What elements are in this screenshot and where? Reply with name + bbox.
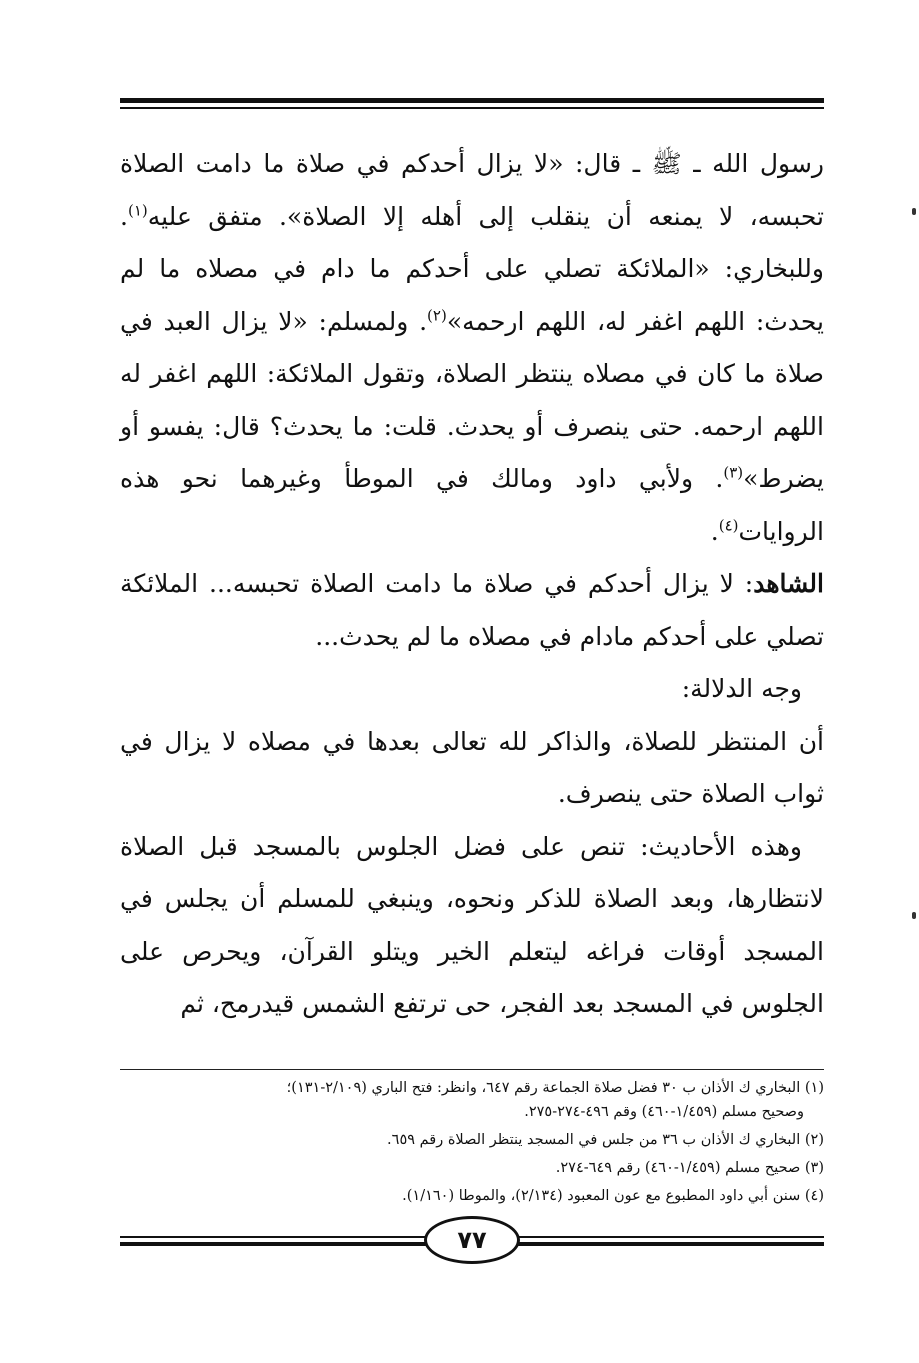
paragraph-evidence [120, 558, 824, 663]
evidence-label: الشاهد [753, 569, 824, 598]
footnote-2: (٢) البخاري ك الأذان ب ٣٦ من جلس في المسجد ينتظر الصلاة رقم ٦٥٩. [387, 1132, 824, 1148]
main-text [120, 138, 824, 1031]
footnote-1: (١) البخاري ك الأذان ب ٣٠ فضل صلاة الجماعة رقم ٦٤٧، وانظر: فتح الباري (٢/١٠٩-١٣١)؛ [286, 1080, 824, 1096]
footnote-separator [120, 1069, 824, 1070]
hadith-text-part-1: رسول الله ـ ﷺ ـ قال: «لا يزال أحدكم في صلاة ما دامت الصلاة تحبسه، لا يمنعه أن ينقلب إلى أهله إلا الصلاة». متفق عليه [120, 149, 824, 231]
hadith-text-part-3: . ولمسلم: «لا يزال العبد في صلاة ما كان في مصلاه ينتظر الصلاة، وتقول الملائكة: اللهم اغفر له اللهم ارحمه. حتى ينصرف أو يحدث. قلت: ما يحدث؟ قال: يفسو أو يضرط» [120, 306, 824, 493]
footnote-ref-1: (١) [127, 201, 148, 220]
hadith-text-part-5: . [710, 516, 719, 546]
footnotes [120, 1076, 824, 1208]
header-rule-thick [120, 98, 824, 103]
footnote-4: (٤) سنن أبي داود المطبوع مع عون المعبود (٢/١٣٤)، والموطا (١/١٦٠). [402, 1188, 824, 1204]
footnote-ref-3: (٣) [723, 463, 744, 482]
footnote-ref-2: (٢) [427, 306, 447, 325]
footnote-3: (٣) صحيح مسلم (١/٤٥٩-٤٦٠) رقم ٦٤٩-٢٧٤. [555, 1160, 824, 1176]
scan-speck [912, 912, 916, 919]
page-number: ٧٧ [424, 1216, 520, 1264]
paragraph-indication-heading: وجه الدلالة: [681, 674, 802, 703]
paragraph-hadith-texts [120, 138, 824, 558]
hadith-text-part-2: . وللبخاري: «الملائكة تصلي على أحدكم ما دام في مصلاه ما لم يحدث: اللهم اغفر له، اللهم ارحمه» [120, 201, 824, 336]
paragraph-commentary: وهذه الأحاديث: تنص على فضل الجلوس بالمسجد قبل الصلاة لانتظارها، وبعد الصلاة للذكر ونحوه، وينبغي للمسلم أن يجلس في المسجد أوقات فراغه ليتعلم الخير ويتلو القرآن، ويحرص على الجلوس في المسجد بعد الفجر، حى ترتفع الشمس قيدرمح، ثم [120, 831, 824, 1018]
scan-speck [912, 208, 916, 215]
header-rule-thin [120, 107, 824, 109]
paragraph-indication: أن المنتظر للصلاة، والذاكر لله تعالى بعدها في مصلاه لا يزال في ثواب الصلاة حتى ينصرف. [120, 726, 824, 808]
footnote-1-continued: وصحيح مسلم (١/٤٥٩-٤٦٠) وقم ٤٩٦-٢٧٤-٢٧٥. [524, 1104, 804, 1120]
footnote-ref-4: (٤) [718, 516, 739, 535]
evidence-text: : لا يزال أحدكم في صلاة ما دامت الصلاة تحبسه... الملائكة تصلي على أحدكم مادام في مصلاه ما لم يحدث... [120, 569, 824, 651]
hadith-text-part-4: . ولأبي داود ومالك في الموطأ وغيرهما نحو هذه الروايات [120, 464, 824, 546]
